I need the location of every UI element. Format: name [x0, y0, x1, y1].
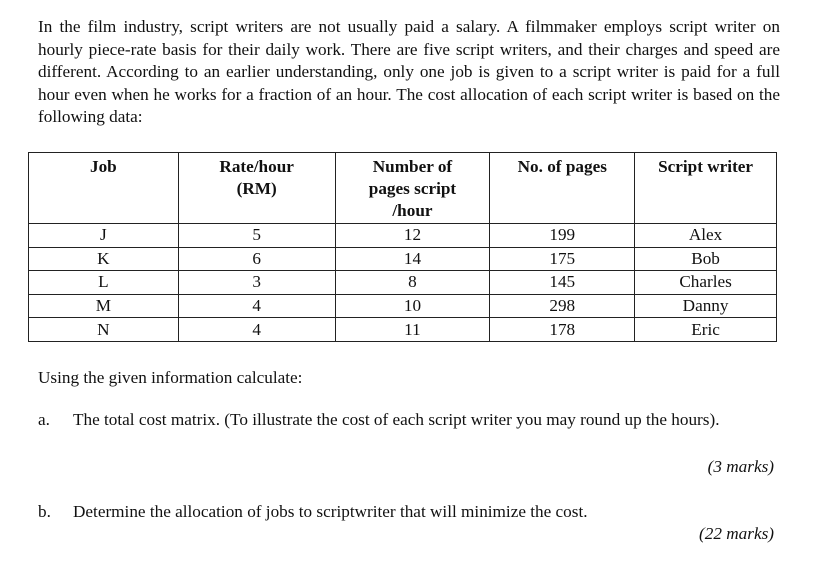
table-row: [29, 318, 777, 342]
header-pages-per-hour: [335, 153, 490, 224]
header-job: [29, 153, 179, 224]
header-pages: [490, 153, 635, 224]
cell-pages: 178: [490, 318, 635, 342]
cell-rate: 5: [178, 224, 335, 248]
header-rate-line1: Rate/hour: [219, 157, 294, 176]
cell-writer: Danny: [635, 294, 777, 318]
header-job-label: Job: [89, 157, 117, 176]
script-writer-table: [28, 152, 777, 342]
cell-job: N: [29, 318, 179, 342]
header-writer-label: Script writer: [658, 157, 754, 176]
cell-writer: Eric: [635, 318, 777, 342]
cell-job: K: [29, 247, 179, 271]
cell-rate: 3: [178, 271, 335, 295]
cell-pages-per-hour: 11: [335, 318, 490, 342]
cell-job: L: [29, 271, 179, 295]
intro-paragraph: In the film industry, script writers are not usually paid a salary. A filmmaker employs script writer on hourly piece-rate basis for their daily work. There are five script writers, and their charges and speed are different. According to an earlier understanding, only one job is given to a script writer is paid for a full hour even when he works for a fraction of an hour. The cost allocation of each script writer is based on the following data:: [38, 17, 780, 127]
cell-pages: 298: [490, 294, 635, 318]
question-a-letter: a.: [38, 410, 50, 429]
cell-writer: Charles: [635, 271, 777, 295]
cell-pages-per-hour: 10: [335, 294, 490, 318]
header-pages-per-hour-line2: pages script: [368, 179, 457, 198]
cell-pages-per-hour: 8: [335, 271, 490, 295]
header-pages-per-hour-line3: /hour: [392, 201, 433, 220]
cell-rate: 4: [178, 318, 335, 342]
header-rate-line2: (RM): [236, 179, 277, 198]
question-a-marks: (3 marks): [707, 457, 774, 476]
cell-pages-per-hour: 14: [335, 247, 490, 271]
cell-rate: 6: [178, 247, 335, 271]
header-pages-label: No. of pages: [517, 157, 607, 176]
table-header-row: [29, 153, 777, 224]
header-rate: [178, 153, 335, 224]
cell-pages: 199: [490, 224, 635, 248]
question-a-text: The total cost matrix. (To illustrate the cost of each script writer you may round up the hours).: [73, 410, 720, 429]
question-b-text: Determine the allocation of jobs to scriptwriter that will minimize the cost.: [73, 502, 588, 521]
cell-pages: 145: [490, 271, 635, 295]
header-pages-per-hour-line1: Number of: [372, 157, 453, 176]
table-row: [29, 247, 777, 271]
table-row: [29, 271, 777, 295]
cell-job: J: [29, 224, 179, 248]
question-b-marks: (22 marks): [699, 524, 774, 543]
table-row: [29, 224, 777, 248]
instruction-text: Using the given information calculate:: [38, 368, 303, 387]
cell-writer: Alex: [635, 224, 777, 248]
header-writer: [635, 153, 777, 224]
cell-job: M: [29, 294, 179, 318]
cell-rate: 4: [178, 294, 335, 318]
table-row: [29, 294, 777, 318]
cell-writer: Bob: [635, 247, 777, 271]
cell-pages: 175: [490, 247, 635, 271]
cell-pages-per-hour: 12: [335, 224, 490, 248]
question-b-letter: b.: [38, 502, 51, 521]
